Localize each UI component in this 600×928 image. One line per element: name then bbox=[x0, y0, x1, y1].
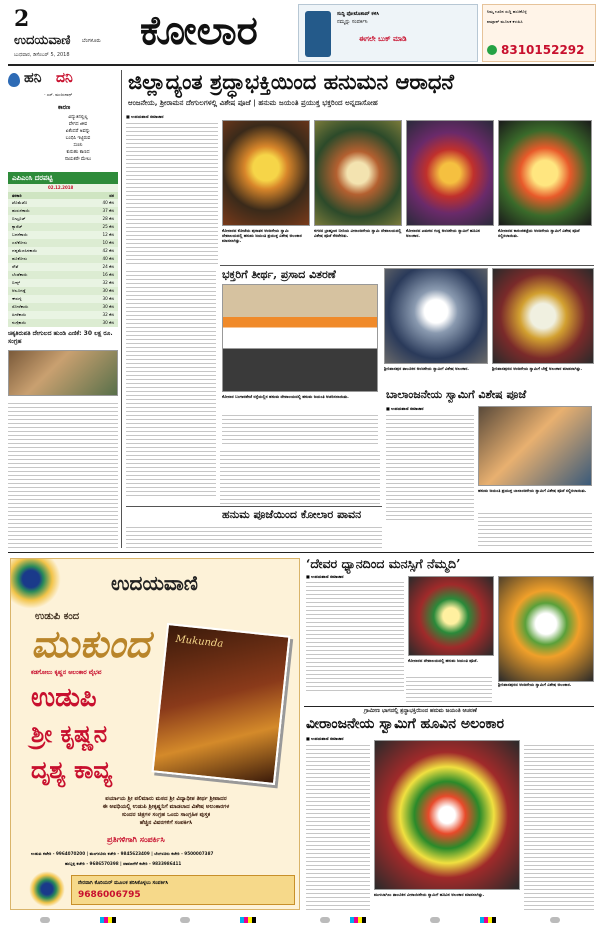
lead-caption-4: ಕೋಲಾರದ ಕಾರಂಜಿಕಟ್ಟೆಯ ಆಂಜನೇಯ ಸ್ವಾಮಿಗೆ ವಿಶೇಷ ಪೂಜೆ ಸಲ್ಲಿಸಲಾಯಿತು. bbox=[498, 228, 580, 238]
peacock-feather-icon bbox=[10, 558, 61, 609]
ad2-line1: ನಿಮ್ಮ ಊರಿನ ಸುದ್ದಿ ಹಂಚಿಕೊಳ್ಳಿ bbox=[487, 9, 527, 14]
ad-kicker: ಉಡುಪಿ ಕಂದ bbox=[35, 611, 80, 622]
masthead-ad-2 bbox=[482, 4, 596, 62]
market-item: ಹೂಕೋಸು bbox=[12, 256, 28, 261]
balanjaneya-caption: ಹನುಮ ಜಯಂತಿ ಪ್ರಯುಕ್ತ ಬಾಲಾಂಜನೇಯ ಸ್ವಾಮಿಗೆ ವಿಶೇಷ ಪೂಜೆ ಸಲ್ಲಿಸಲಾಯಿತು. bbox=[478, 488, 587, 493]
lead-photo-4 bbox=[498, 120, 592, 226]
reg-mark bbox=[180, 917, 190, 923]
ad-title: ಮುಕುಂದ bbox=[31, 621, 150, 666]
lead-body-cont bbox=[126, 268, 216, 498]
market-price: 10 ಕೆಜಿ bbox=[102, 240, 114, 245]
ad1-line2: ನಮ್ಮನ್ನು ಸಂಪರ್ಕಿಸಿ bbox=[337, 19, 368, 25]
section-title: ಕೋಲಾರ bbox=[140, 7, 258, 54]
market-item: ನುಗ್ಗೆಕಾಯಿ bbox=[12, 320, 27, 325]
market-price: 32 ಕೆಜಿ bbox=[102, 280, 114, 285]
reg-mark bbox=[320, 917, 330, 923]
masthead-rule bbox=[8, 64, 594, 66]
market-item: ಹೀರೆಕಾಯಿ bbox=[12, 312, 27, 317]
market-row bbox=[8, 255, 118, 263]
market-item: ದಪ್ಪಮೆಣಸಿನಕಾಯಿ bbox=[12, 248, 38, 253]
market-price: 30 ಕೆಜಿ bbox=[102, 288, 114, 293]
pathana-rule bbox=[126, 506, 382, 507]
veera-headline: ವೀರಾಂಜನೇಯ ಸ್ವಾಮಿಗೆ ಹೂವಿನ ಅಲಂಕಾರ bbox=[306, 716, 505, 732]
balanjaneya-story bbox=[384, 388, 594, 550]
lead-photo-1 bbox=[222, 120, 310, 226]
teertha-side-caption-2: ಶ್ರೀನಿವಾಸಪುರದ ಆಂಜನೇಯ ಸ್ವಾಮಿಗೆ ಬೆಣ್ಣೆ ಅಲಂಕಾರ ಮಾಡಲಾಗಿತ್ತು. bbox=[492, 366, 582, 371]
ad-desc-line: ಸುಂದರ ಚಿತ್ರಗಳ ಸಂಗ್ರಹ ಒಂದು ಸಾಂಗ್ರಹಿಕ ಪುಸ್ತಕ bbox=[121, 812, 211, 818]
pathana-body bbox=[220, 448, 380, 504]
lead-caption-3: ಕೋಲಾರದ ಟಮಕದ ಗುಡ್ಡ ಆಂಜನೇಯ ಸ್ವಾಮಿಗೆ ಹೂವಿನ ಅಲಂಕಾರ. bbox=[406, 228, 481, 238]
market-item: ಸೌತೆ bbox=[12, 264, 19, 269]
lead-byline: ■ ಉದಯವಾಣಿ ಸಮಾಚಾರ bbox=[126, 114, 164, 119]
market-date: 02.12.2018 bbox=[48, 185, 74, 190]
veera-story bbox=[304, 736, 594, 912]
teertha-story bbox=[220, 266, 380, 446]
market-table bbox=[8, 192, 118, 327]
devara-body bbox=[306, 574, 404, 692]
mid-rule bbox=[8, 552, 594, 553]
market-price: 12 ಕೆಜಿ bbox=[102, 232, 114, 237]
devara-caption-1: ಕೋಲಾರದ ದೇವಾಲಯದಲ್ಲಿ ಹನುಮ ಜಯಂತಿ ಪೂಜೆ. bbox=[408, 658, 478, 663]
pathana-headline: ಹನುಮ ಪೂಜೆಯಿಂದ ಕೋಲಾರ ಪಾವನ bbox=[222, 508, 362, 521]
market-item: ಎಲೆಕೋಸು bbox=[12, 240, 28, 245]
poem-line: ನಾಯಕರೇ ಮೇಲು bbox=[64, 157, 92, 162]
devara-headline: ‘ದೇವರ ಧ್ಯಾನದಿಂದ ಮನಸ್ಸಿಗೆ ನೆಮ್ಮದಿ’ bbox=[306, 556, 461, 571]
teertha-caption: ಕೋಲಾರ ಬಂಗಾರಪೇಟೆ ರಸ್ತೆಯಲ್ಲಿನ ಹನುಮ ದೇವಾಲಯದಲ್ಲಿ ಹನುಮ ಜಯಂತಿ ಆಚರಿಸಲಾಯಿತು. bbox=[222, 394, 349, 399]
masthead-ad-1 bbox=[298, 4, 478, 62]
market-row bbox=[8, 231, 118, 239]
balanjaneya-headline: ಬಾಲಾಂಜನೇಯ ಸ್ವಾಮಿಗೆ ವಿಶೇಷ ಪೂಜೆ bbox=[386, 388, 527, 401]
date: ಬುಧವಾರ, ಡಿಸೆಂಬರ್ 5, 2018 bbox=[14, 52, 70, 58]
market-price: 30 ಕೆಜಿ bbox=[102, 296, 114, 301]
market-price: 30 ಕೆಜಿ bbox=[102, 320, 114, 325]
poem-body bbox=[38, 114, 118, 163]
poem-line: ಸಂಚು bbox=[73, 143, 83, 148]
market-rows bbox=[8, 199, 118, 327]
veera-rule bbox=[304, 706, 594, 707]
reg-mark bbox=[480, 917, 496, 923]
market-price: 32 ಕೆಜಿ bbox=[102, 312, 114, 317]
market-item: ಕ್ಯಾರೆಟ್ bbox=[12, 224, 23, 229]
ad-brand: ಉದಯವಾಣಿ bbox=[111, 571, 198, 595]
ad-desc-line: ಪರ್ಯಾಯ ಶ್ರೀ ಪಲಿಮಾರು ಮಠದ ಶ್ರೀ ವಿದ್ಯಾಧೀಶ ತೀರ್ಥ ಶ್ರೀಪಾದರ bbox=[105, 796, 227, 802]
ad-contact-title: ಪ್ರತಿಗಳಿಗಾಗಿ ಸಂಪರ್ಕಿಸಿ bbox=[107, 835, 165, 844]
market-price: 30 ಕೆಜಿ bbox=[102, 304, 114, 309]
devara-story bbox=[304, 556, 594, 692]
lead-photo-3 bbox=[406, 120, 494, 226]
market-row bbox=[8, 223, 118, 231]
veera-caption: ಮುಳಬಾಗಿಲು ತಾಲೂಕಿನ ವೀರಾಂಜನೇಯ ಸ್ವಾಮಿಗೆ ಹೂವಿನ ಅಲಂಕಾರ ಮಾಡಲಾಗಿತ್ತು. bbox=[374, 892, 485, 897]
market-item: ಬದನೆಕಾಯಿ bbox=[12, 232, 28, 237]
market-row bbox=[8, 319, 118, 327]
market-price: 42 ಕೆಜಿ bbox=[102, 248, 114, 253]
market-price: 28 ಕೆಜಿ bbox=[102, 216, 114, 221]
ad-footer-box bbox=[71, 875, 295, 905]
poem-line: ಬಂಧಿಸಿ ಇಟ್ಟಿರುವ bbox=[65, 136, 91, 141]
ad-tagline: ಕಡಗೋಲು ಕೃಷ್ಣನ ಅಲಂಕಾರ ವೈಭವ bbox=[31, 669, 102, 676]
ad-desc bbox=[41, 795, 291, 827]
lead-photo-2 bbox=[314, 120, 402, 226]
market-row bbox=[8, 279, 118, 287]
edition: ಬೆಂಗಳೂರು bbox=[82, 38, 101, 44]
market-item: ಸೋರೆಕಾಯಿ bbox=[12, 304, 29, 309]
veera-photo bbox=[374, 740, 520, 890]
market-row bbox=[8, 303, 118, 311]
poem-title: ಕಾರಣ bbox=[58, 104, 71, 111]
temple-body bbox=[8, 400, 118, 550]
print-registration-bar bbox=[0, 914, 600, 928]
market-box bbox=[8, 172, 118, 326]
reg-mark bbox=[350, 917, 366, 923]
masthead bbox=[0, 0, 600, 66]
market-row bbox=[8, 247, 118, 255]
peacock-feather-icon bbox=[29, 871, 65, 907]
veera-kicker: ಗ್ರಾಮೀಣ ಭಾಗದಲ್ಲಿ ಶ್ರದ್ಧಾಭಕ್ತಿಯಿಂದ ಹನುಮ ಜಯಂತಿ ಆಚರಣೆ bbox=[364, 708, 477, 714]
market-item: ಬೀನ್ಸ್ bbox=[12, 280, 21, 285]
poem-line: ವಿದ್ಯುತಿನಲ್ಲಿಲ್ಲ bbox=[68, 115, 88, 120]
market-row bbox=[8, 199, 118, 207]
market-row bbox=[8, 311, 118, 319]
phone-graphic bbox=[305, 11, 331, 57]
ad-footer-2: 9686006795 bbox=[78, 890, 141, 900]
balanjaneya-photo bbox=[478, 406, 592, 486]
market-price: 25 ಕೆಜಿ bbox=[102, 224, 114, 229]
market-row bbox=[8, 295, 118, 303]
teertha-photo bbox=[222, 284, 378, 392]
brand-sub: - ಎಸ್. ಮಂಜುನಾಥ್ bbox=[44, 92, 73, 97]
pathana-body-2 bbox=[126, 524, 382, 550]
poem-line: ಏಕೆಂದರೆ ಅವನ್ನು bbox=[65, 129, 91, 134]
reg-mark bbox=[430, 917, 440, 923]
ad1-line1: ಸುದ್ದಿ ಫೋಟೊಶಾಪ್ ಕಳಿಸಿ bbox=[337, 11, 380, 17]
drop-icon bbox=[8, 73, 20, 87]
reg-mark bbox=[550, 917, 560, 923]
market-row bbox=[8, 263, 118, 271]
ad2-line2: ವಾಟ್ಸಾಪ್ ಮೂಲಕ ಕಳುಹಿಸಿ bbox=[487, 19, 523, 24]
market-row bbox=[8, 215, 118, 223]
sidebar bbox=[8, 68, 118, 550]
market-title: ಎಪಿಎಂಸಿ ದರಪಟ್ಟಿ bbox=[8, 172, 118, 184]
temple-title: ಚಿಕ್ಕತಿರುಪತಿ ದೇಗುಲದ ಹುಂಡಿ ಎಣಿಕೆ: 30 ಲಕ್ಷ ರೂ. ಸಂಗ್ರಹ bbox=[8, 330, 113, 345]
market-price: 40 ಕೆಜಿ bbox=[102, 256, 114, 261]
market-row bbox=[8, 239, 118, 247]
market-row bbox=[8, 207, 118, 215]
book-cover bbox=[152, 623, 291, 785]
page-number: 2 bbox=[14, 6, 30, 32]
market-header-cell: ದರ bbox=[109, 193, 114, 198]
market-item: ಹುರುಳಿಕಾಯಿ bbox=[12, 208, 30, 213]
poem-line: ವೇಗದ ಜೀವ bbox=[68, 122, 88, 127]
ad-desc-line: ಈ ಅವಧಿಯಲ್ಲಿ ಉಡುಪಿ ಶ್ರೀಕೃಷ್ಣನಿಗೆ ಮಾಡಲಾದ ವಿಶೇಷ ಅಲಂಕಾರಗಳ bbox=[102, 804, 230, 810]
lead-caption-2: ನಗರದ ಬ್ರಾಹ್ಮಣರ ಬೀದಿಯ ವೀರಾಂಜನೇಯ ಸ್ವಾಮಿ ದೇವಾಲಯದಲ್ಲಿ ವಿಶೇಷ ಪೂಜೆ ನೆರವೇರಿತು. bbox=[314, 228, 402, 238]
teertha-body bbox=[222, 412, 378, 446]
lead-headline: ಜಿಲ್ಲಾದ್ಯಂತ ಶ್ರದ್ಧಾಭಕ್ತಿಯಿಂದ ಹನುಮನ ಆರಾಧನೆ bbox=[128, 69, 454, 94]
phone-number: 8310152292 bbox=[501, 43, 585, 57]
market-row bbox=[8, 271, 118, 279]
ad1-tag: ಈಗಲೇ ಬುಕ್ ಮಾಡಿ bbox=[359, 35, 407, 43]
veera-body-2 bbox=[524, 742, 594, 912]
reg-mark bbox=[240, 917, 256, 923]
market-header-cell: ತರಕಾರಿ bbox=[12, 193, 22, 198]
reg-mark bbox=[40, 917, 50, 923]
balanjaneya-byline: ■ ಉದಯವಾಣಿ ಸಮಾಚಾರ bbox=[386, 406, 424, 411]
teertha-side-photo-2 bbox=[492, 268, 594, 364]
market-item: ಬೀಟ್ರೂಟ್ bbox=[12, 216, 26, 221]
poem-line: ಕುರುಹು ಕಾಣದ bbox=[66, 150, 90, 155]
haniddani-logo bbox=[8, 70, 118, 90]
teertha-side-caption-1: ಶ್ರೀನಿವಾಸಪುರ ತಾಲೂಕಿನ ಆಂಜನೇಯ ಸ್ವಾಮಿಗೆ ವಿಶೇಷ ಅಲಂಕಾರ. bbox=[384, 366, 469, 371]
veera-body-1 bbox=[306, 742, 370, 912]
brand-bold-text: ದನಿ bbox=[56, 70, 73, 86]
market-row bbox=[8, 287, 118, 295]
teertha-side-photo-1 bbox=[384, 268, 488, 364]
reg-mark bbox=[100, 917, 116, 923]
lead-body bbox=[126, 120, 218, 266]
lead-story bbox=[124, 68, 594, 268]
temple-photo bbox=[8, 350, 118, 396]
market-item: ಬೆಂಡೆಕಾಯಿ bbox=[12, 272, 28, 277]
market-price: 24 ಕೆಜಿ bbox=[102, 264, 114, 269]
market-price: 16 ಕೆಜಿ bbox=[102, 272, 114, 277]
market-item: ಟೊಮೆಟೊ bbox=[12, 200, 28, 205]
ad-footer-1: ನೇರವಾಗಿ ಕೊರಿಯರ್ ಮೂಲಕ ತರಿಸಿಕೊಳ್ಳಲು ಸಂಪರ್ಕಿಸಿ bbox=[78, 880, 169, 886]
paper-name: ಉದಯವಾಣಿ bbox=[14, 33, 71, 48]
ad-contacts-2: ಹುಬ್ಬಳ್ಳಿ ಕಚೇರಿ - 9686570398 | ದಾವಣಗೆರೆ ಕಚೇರಿ - 9833986411 bbox=[65, 861, 182, 866]
ad-big-2: ಶ್ರೀ ಕೃಷ್ಣನ bbox=[31, 719, 108, 748]
market-item: ಈರುಳ್ಳಿ bbox=[12, 296, 22, 301]
mukunda-ad bbox=[10, 558, 300, 910]
devara-photo-1 bbox=[408, 576, 494, 656]
book-title: Mukunda bbox=[174, 633, 224, 650]
market-header-row bbox=[8, 192, 118, 199]
market-item: ಆಲೂಗಡ್ಡೆ bbox=[12, 288, 26, 293]
devara-body-lines bbox=[306, 579, 404, 691]
lead-subhead: ಆಂಜನೇಯ, ಶ್ರೀರಾಮನ ದೇಗುಲಗಳಲ್ಲಿ ವಿಶೇಷ ಪೂಜೆ | ಹನುಮ ಜಯಂತಿ ಪ್ರಯುಕ್ತ ಭಕ್ತರಿಂದ ಅನ್ನದಾಸೋಹ bbox=[128, 98, 378, 107]
brand-text: ಹನಿ bbox=[24, 70, 42, 86]
ad-contacts-1: ಉಡುಪಿ ಕಚೇರಿ - 9964070200 | ಮಂಗಳೂರು ಕಚೇರಿ - 9845623409 | ಬೆಂಗಳೂರು ಕಚೇರಿ - 9500007387 bbox=[31, 851, 214, 856]
ad-big-3: ದೃಶ್ಯ ಕಾವ್ಯ bbox=[31, 755, 113, 784]
whatsapp-icon bbox=[487, 45, 497, 55]
balanjaneya-body bbox=[386, 412, 474, 522]
lead-caption-1: ಕೋಲಾರದ ಕೋಟೆಯ ಪುರಾತನ ಆಂಜನೇಯ ಸ್ವಾಮಿ ದೇವಾಲಯದಲ್ಲಿ ಹನುಮ ಜಯಂತಿ ಪ್ರಯುಕ್ತ ವಿಶೇಷ ಅಲಂಕಾರ ಮಾಡಲಾಗಿತ್ತು. bbox=[222, 228, 302, 243]
veera-byline: ■ ಉದಯವಾಣಿ ಸಮಾಚಾರ bbox=[306, 736, 344, 741]
ad-desc-line: ಹೆಚ್ಚಿನ ವಿವರಗಳಿಗೆ ಸಂಪರ್ಕಿಸಿ bbox=[139, 820, 193, 826]
teertha-headline: ಭಕ್ತರಿಗೆ ತೀರ್ಥ, ಪ್ರಸಾದ ವಿತರಣೆ bbox=[222, 268, 336, 281]
ad-big-1: ಉಡುಪಿ bbox=[31, 683, 97, 713]
devara-caption-2: ಶ್ರೀನಿವಾಸಪುರದ ಆಂಜನೇಯ ಸ್ವಾಮಿಗೆ ವಿಶೇಷ ಅಲಂಕಾರ. bbox=[498, 682, 572, 687]
devara-body-2 bbox=[406, 674, 492, 704]
sidebar-divider bbox=[121, 70, 122, 548]
devara-photo-2 bbox=[498, 576, 594, 682]
market-price: 37 ಕೆಜಿ bbox=[102, 208, 114, 213]
market-price: 40 ಕೆಜಿ bbox=[102, 200, 114, 205]
devara-byline: ■ ಉದಯವಾಣಿ ಸಮಾಚಾರ bbox=[306, 574, 344, 579]
